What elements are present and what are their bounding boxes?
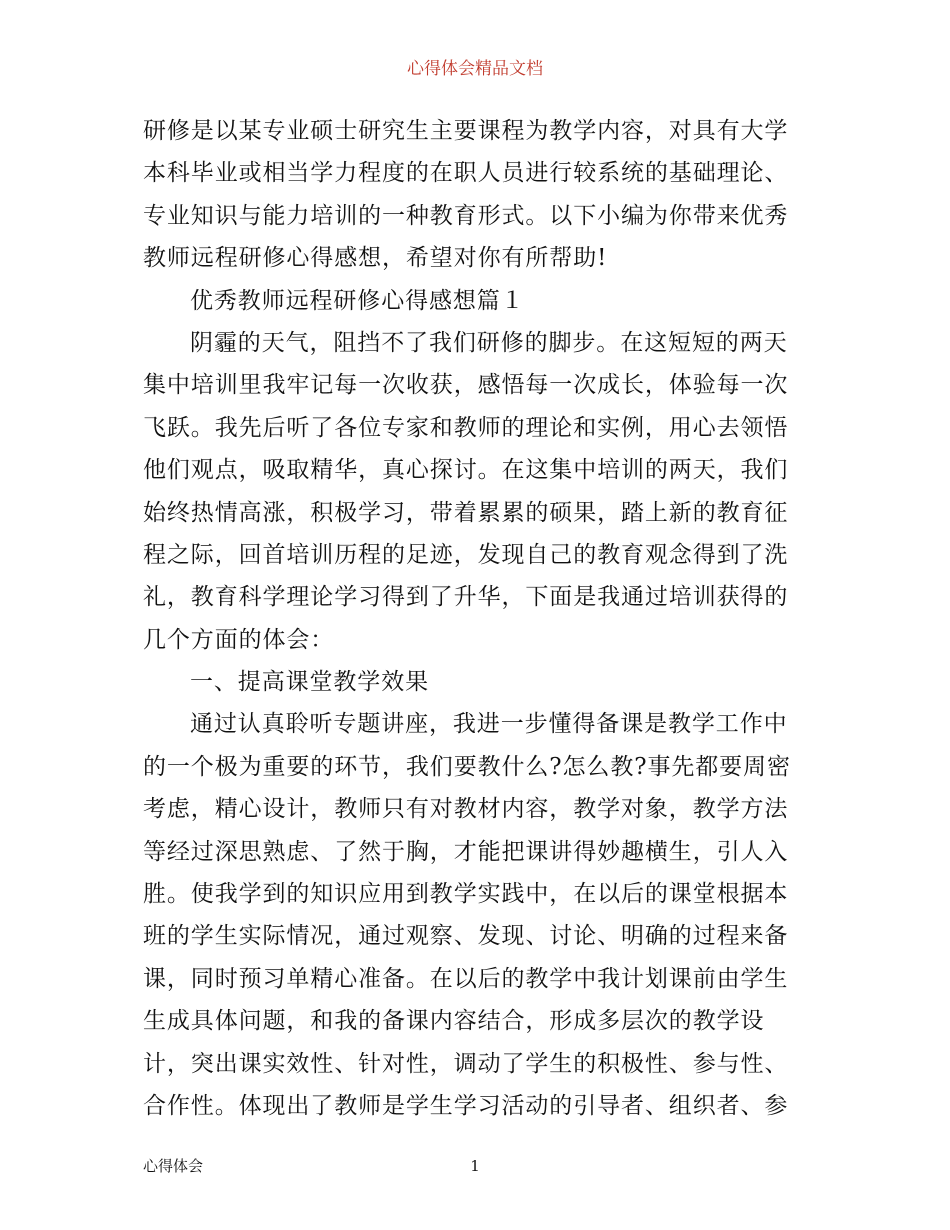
text-line: 课，同时预习单精心准备。在以后的教学中我计划课前由学生 [143,965,789,992]
text-line: 阴霾的天气，阻挡不了我们研修的脚步。在这短短的两天 [190,329,788,356]
text-line: 胜。使我学到的知识应用到教学实践中，在以后的课堂根据本 [143,881,789,908]
text-line: 计，突出课实效性、针对性，调动了学生的积极性、参与性、 [143,1050,789,1077]
text-line: 专业知识与能力培训的一种教育形式。以下小编为你带来优秀 [143,202,789,229]
text-line: 本科毕业或相当学力程度的在职人员进行较系统的基础理论、 [143,160,789,187]
text-line: 飞跃。我先后听了各位专家和教师的理论和实例，用心去领悟 [143,414,789,441]
text-line: 礼，教育科学理论学习得到了升华，下面是我通过培训获得的 [143,584,789,611]
text-line: 考虑，精心设计，教师只有对教材内容，教学对象，教学方法 [143,796,789,823]
footer-label: 心得体会 [143,1157,204,1175]
text-line: 班的学生实际情况，通过观察、发现、讨论、明确的过程来备 [143,923,789,950]
text-line: 生成具体问题，和我的备课内容结合，形成多层次的教学设 [143,1008,765,1035]
document-body [143,110,811,1127]
text-line: 几个方面的体会： [143,626,335,653]
text-line: 始终热情高涨，积极学习，带着累累的硕果，踏上新的教育征 [143,499,789,526]
text-line: 的一个极为重要的环节，我们要教什么?怎么教?事先都要周密 [143,753,791,780]
text-line: 集中培训里我牢记每一次收获，感悟每一次成长，体验每一次 [143,372,789,399]
text-line: 程之际，回首培训历程的足迹，发现自己的教育观念得到了洗 [143,541,789,568]
text-line: 研修是以某专业硕士研究生主要课程为教学内容，对具有大学 [143,118,789,144]
text-line: 教师远程研修心得感想，希望对你有所帮助! [143,245,608,272]
page-header-title: 心得体会精品文档 [407,59,543,79]
text-line: 通过认真聆听专题讲座，我进一步懂得备课是教学工作中 [190,711,788,738]
text-line: 他们观点，吸取精华，真心探讨。在这集中培训的两天，我们 [143,457,789,484]
page-number: 1 [470,1157,480,1175]
text-line: 等经过深思熟虑、了然于胸，才能把课讲得妙趣横生，引人入 [143,838,789,865]
text-line: 合作性。体现出了教师是学生学习活动的引导者、组织者、参 [143,1092,789,1119]
text-line: 一、提高课堂教学效果 [190,669,429,696]
text-line: 优秀教师远程研修心得感想篇１ [190,287,525,314]
